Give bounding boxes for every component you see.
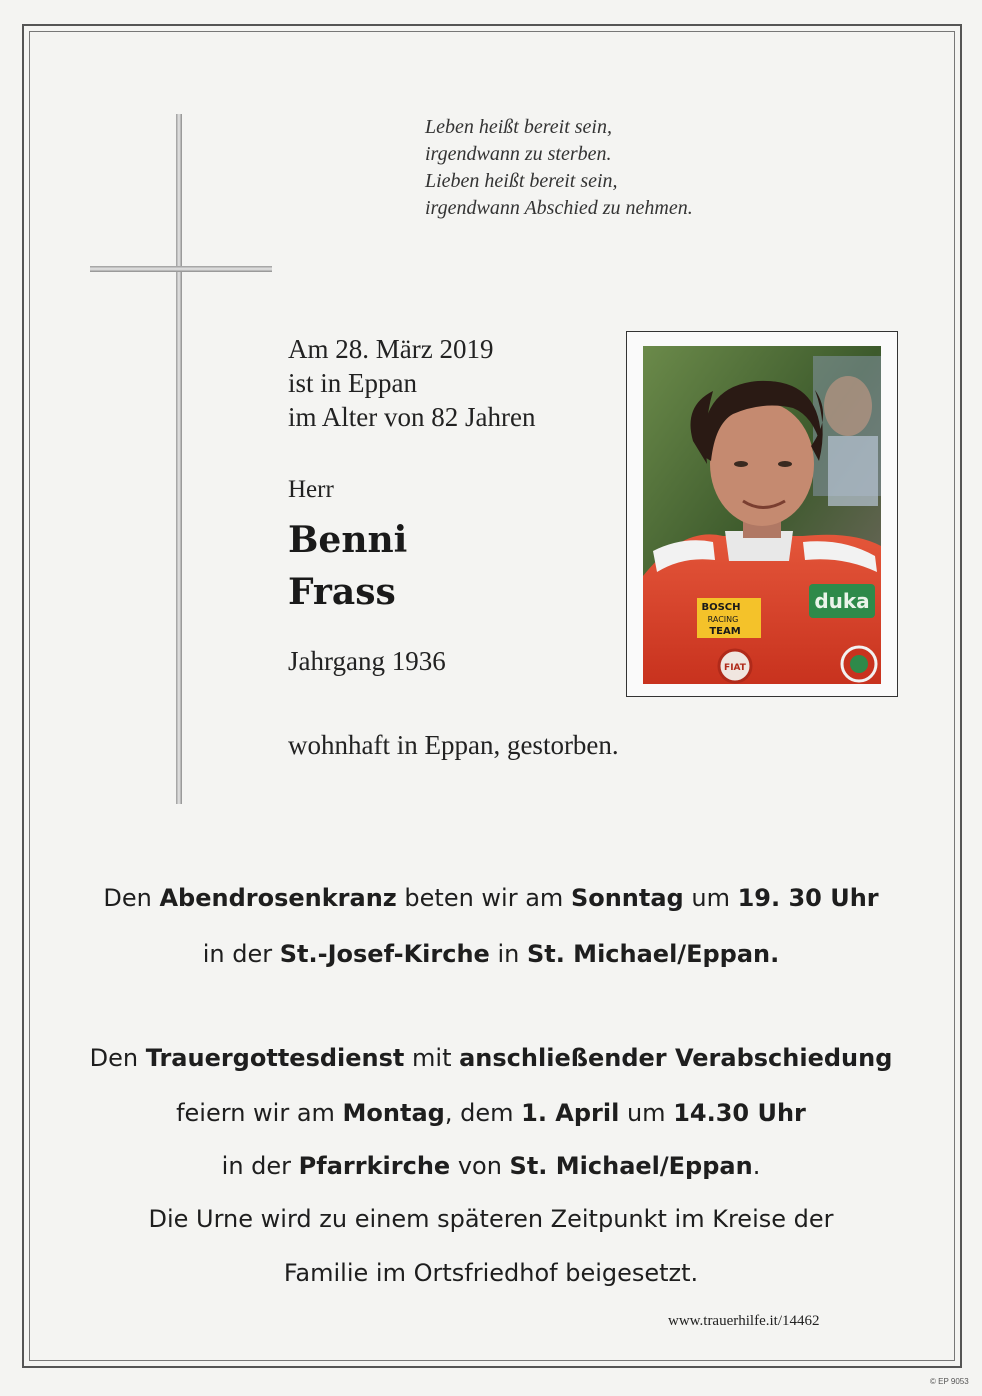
badge-racing: RACING bbox=[707, 615, 739, 624]
emphasis-text: Sonntag bbox=[570, 884, 684, 912]
death-notice-intro bbox=[288, 332, 535, 434]
plain-text: Den bbox=[103, 884, 160, 912]
plain-text: um bbox=[619, 1099, 674, 1127]
emphasis-text: Montag bbox=[342, 1099, 445, 1127]
emphasis-text: Trauergottesdienst bbox=[145, 1044, 405, 1072]
portrait-photo bbox=[643, 346, 881, 684]
poem-line: Leben heißt bereit sein, bbox=[425, 116, 612, 138]
emphasis-text: 14.30 Uhr bbox=[673, 1099, 806, 1127]
plain-text: in bbox=[489, 940, 527, 968]
emphasis-text: anschließender Verabschiedung bbox=[459, 1044, 893, 1072]
birth-year: Jahrgang 1936 bbox=[288, 646, 446, 676]
intro-date: Am 28. März 2019 bbox=[288, 334, 494, 364]
intro-age: im Alter von 82 Jahren bbox=[288, 402, 536, 432]
plain-text: , dem bbox=[444, 1099, 522, 1127]
memorial-url[interactable]: www.trauerhilfe.it/14462 bbox=[668, 1313, 820, 1329]
plain-text: beten wir am bbox=[396, 884, 571, 912]
deceased-name bbox=[288, 514, 407, 618]
portrait-illustration bbox=[643, 346, 881, 684]
intro-place: ist in Eppan bbox=[288, 368, 417, 398]
emphasis-text: St. Michael/Eppan bbox=[509, 1152, 753, 1180]
poem bbox=[425, 114, 693, 222]
cross-vertical-bar bbox=[176, 114, 182, 804]
plain-text: in der bbox=[202, 940, 280, 968]
poem-line: Lieben heißt bereit sein, bbox=[425, 170, 618, 192]
badge-team: TEAM bbox=[709, 626, 741, 637]
plain-text: . bbox=[752, 1152, 761, 1180]
cross-horizontal-bar bbox=[90, 266, 272, 272]
print-code: © EP 9053 bbox=[930, 1377, 969, 1386]
emphasis-text: Pfarrkirche bbox=[298, 1152, 451, 1180]
fiat-emblem: FIAT bbox=[724, 663, 746, 673]
plain-text: feiern wir am bbox=[176, 1099, 343, 1127]
rosary-line-2 bbox=[40, 940, 942, 968]
plain-text: um bbox=[683, 884, 738, 912]
emphasis-text: St.-Josef-Kirche bbox=[279, 940, 490, 968]
portrait-frame bbox=[626, 331, 898, 697]
emphasis-text: 1. April bbox=[521, 1099, 620, 1127]
plain-text: in der bbox=[221, 1152, 299, 1180]
poem-line: irgendwann Abschied zu nehmen. bbox=[425, 197, 693, 219]
emphasis-text: St. Michael/Eppan. bbox=[526, 940, 780, 968]
service-line-1 bbox=[40, 1044, 942, 1072]
residence-line: wohnhaft in Eppan, gestorben. bbox=[288, 730, 619, 760]
service-line-4: Die Urne wird zu einem späteren Zeitpunkt im Kreise der bbox=[148, 1205, 834, 1233]
service-line-3 bbox=[40, 1152, 942, 1180]
plain-text: mit bbox=[404, 1044, 460, 1072]
first-name: Benni bbox=[288, 519, 408, 561]
sponsor-logo: duka bbox=[814, 589, 870, 613]
service-line-2 bbox=[40, 1099, 942, 1127]
plain-text: Den bbox=[89, 1044, 146, 1072]
emphasis-text: Abendrosenkranz bbox=[159, 884, 397, 912]
service-line-5: Familie im Ortsfriedhof beigesetzt. bbox=[283, 1259, 699, 1287]
rosary-line-1 bbox=[40, 884, 942, 912]
plain-text: von bbox=[450, 1152, 510, 1180]
salutation: Herr bbox=[288, 476, 334, 503]
badge-bosch: BOSCH bbox=[701, 602, 741, 613]
emphasis-text: 19. 30 Uhr bbox=[737, 884, 879, 912]
last-name: Frass bbox=[288, 571, 396, 613]
poem-line: irgendwann zu sterben. bbox=[425, 143, 612, 165]
